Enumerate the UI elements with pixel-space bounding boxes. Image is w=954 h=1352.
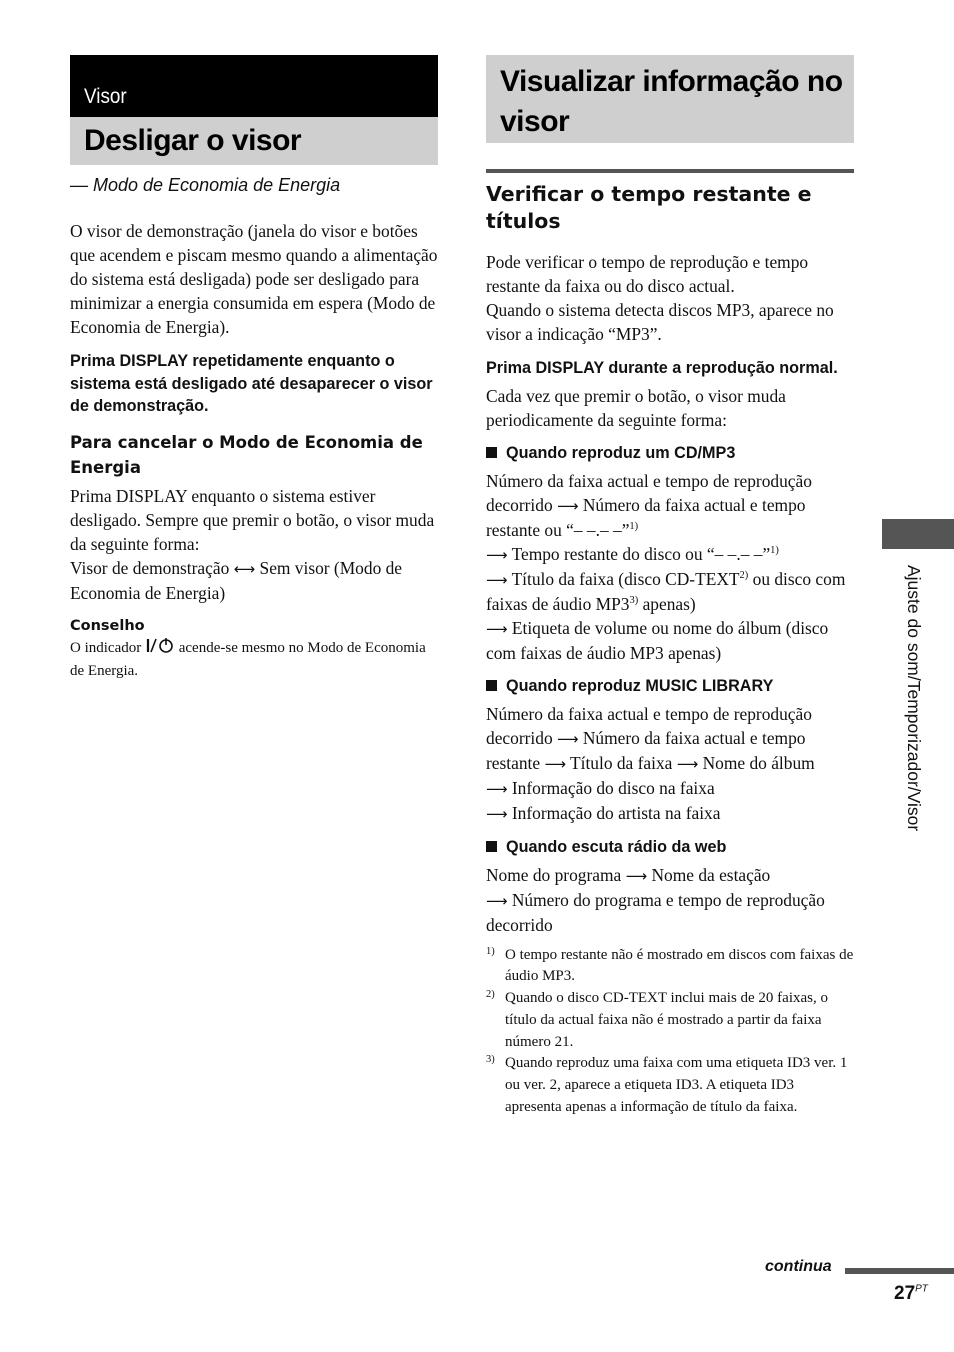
footnote-ref: 3) xyxy=(629,594,639,606)
arrow-icon: ⟶ xyxy=(676,754,699,773)
web-item: Número do programa e tempo de reprodução decorrido xyxy=(486,889,825,935)
change-text: Cada vez que premir o botão, o visor muda periodicamente da seguinte forma: xyxy=(486,385,786,430)
tip-text xyxy=(70,637,438,683)
web-item: Nome da estação xyxy=(651,864,771,885)
cd-item: Número da faixa actual e tempo de reprodução decorrido xyxy=(486,470,812,515)
intro-paragraph: O visor de demonstração (janela do visor e botões que acendem e piscam mesmo quando a alimentação do sistema está desligada) pode ser desligado para minimizar a energia consumida em espera (Modo de Economia de Energia). xyxy=(70,221,438,337)
cancel-sequence xyxy=(70,556,438,605)
web-item: Nome do programa xyxy=(486,864,622,885)
ml-item: Informação do artista na faixa xyxy=(511,802,721,823)
page-suffix: PT xyxy=(915,1283,928,1295)
footnote: 1) O tempo restante não é mostrado em discos com faixas de áudio MP3. xyxy=(486,945,854,985)
footnote: 2) Quando o disco CD-TEXT inclui mais de 20 faixas, o título da actual faixa não é mostrado a partir da faixa número 21. xyxy=(486,989,828,1050)
web-sequence xyxy=(486,863,854,937)
tip-pre: O indicador xyxy=(70,639,142,656)
web-heading: Quando escuta rádio da web xyxy=(486,838,854,857)
arrow-icon: ⟶ xyxy=(557,496,579,515)
cd-heading: Quando reproduz um CD/MP3 xyxy=(486,444,854,463)
seq-off: Sem visor (Modo de Economia de Energia) xyxy=(70,557,403,603)
cd-item: Etiqueta de volume ou nome do álbum (disco com faixas de áudio MP3 apenas) xyxy=(486,617,829,663)
ml-item: Nome do álbum xyxy=(702,752,815,773)
right-intro: Pode verificar o tempo de reprodução e tempo restante da faixa ou do disco actual. xyxy=(486,252,809,296)
right-instruction: Prima DISPLAY durante a reprodução normal. xyxy=(486,359,838,377)
continue-label: continua xyxy=(765,1258,832,1275)
arrow-icon: ⟶ xyxy=(625,866,648,885)
cancel-paragraph: Prima DISPLAY enquanto o sistema estiver desligado. Sempre que premir o botão, o visor muda da seguinte forma: xyxy=(70,485,435,554)
cd-sequence xyxy=(486,469,854,665)
arrow-icon: ⟶ xyxy=(544,754,566,773)
square-bullet-icon xyxy=(486,841,497,852)
footnote-ref: 2) xyxy=(739,569,749,581)
footnotes xyxy=(486,945,854,1119)
side-section-label: Ajuste do som/Temporizador/Visor xyxy=(904,565,924,832)
ml-item: Número da faixa actual e tempo de reprodução decorrido xyxy=(486,703,812,748)
footnote: 3) Quando reproduz uma faixa com uma etiqueta ID3 ver. 1 ou ver. 2, aparece a etiqueta ID3. A etiqueta ID3 apresenta apenas a informação de título da faixa. xyxy=(486,1054,848,1116)
tip-heading: Conselho xyxy=(70,617,145,634)
arrow-icon: ⟶ xyxy=(486,804,508,823)
ml-item: Número da faixa actual e tempo restante xyxy=(486,727,806,773)
ml-sequence xyxy=(486,702,854,826)
cd-item: Tempo restante do disco ou “– –.– –” xyxy=(511,543,771,564)
cancel-heading: Para cancelar o Modo de Economia de Energia xyxy=(70,432,423,477)
right-title: Visualizar informação no visor xyxy=(486,55,854,143)
arrow-icon: ⟶ xyxy=(486,570,508,589)
section-header-bar xyxy=(70,55,438,117)
footnote-ref: 1) xyxy=(770,544,779,556)
arrow-icon: ⟶ xyxy=(557,729,579,748)
heading-rule xyxy=(486,169,854,173)
seq-demo: Visor de demonstração xyxy=(70,557,230,578)
tip-post: acende-se mesmo no Modo de Economia de Energia. xyxy=(70,639,426,679)
square-bullet-icon xyxy=(486,447,497,458)
side-tab xyxy=(882,519,954,549)
subtitle: — Modo de Economia de Energia xyxy=(70,175,341,195)
ml-item: Informação do disco na faixa xyxy=(511,777,715,798)
ml-item: Título da faixa xyxy=(570,752,673,773)
section-label: Visor xyxy=(84,85,127,108)
mp3-note: Quando o sistema detecta discos MP3, aparece no visor a indicação “MP3”. xyxy=(486,300,834,344)
arrow-icon: ⟶ xyxy=(486,891,508,910)
double-arrow-icon: ⟷ xyxy=(233,559,256,578)
cd-item: Número da faixa actual e tempo restante ou “– –.– –” xyxy=(486,494,806,540)
cd-item: ou disco com faixas de áudio MP3 xyxy=(486,568,846,614)
cd-item: Título da faixa (disco CD-TEXT xyxy=(511,568,740,589)
square-bullet-icon xyxy=(486,680,497,691)
right-column xyxy=(486,55,854,1119)
continue-bar xyxy=(845,1268,954,1274)
ml-heading: Quando reproduz MUSIC LIBRARY xyxy=(486,677,854,696)
footnote-ref: 1) xyxy=(629,520,639,532)
page-number: $27^{PT}$ xyxy=(894,1283,928,1304)
cd-item: apenas) xyxy=(642,593,696,614)
left-column xyxy=(70,55,438,683)
arrow-icon: ⟶ xyxy=(486,779,508,798)
right-heading: Verificar o tempo restante e títulos xyxy=(486,182,812,233)
page-title: Desligar o visor xyxy=(70,117,438,165)
arrow-icon: ⟶ xyxy=(486,545,508,564)
arrow-icon: ⟶ xyxy=(486,619,508,638)
power-icon xyxy=(145,637,175,662)
instruction: Prima DISPLAY repetidamente enquanto o sistema está desligado até desaparecer o visor de demonstração. xyxy=(70,352,433,415)
